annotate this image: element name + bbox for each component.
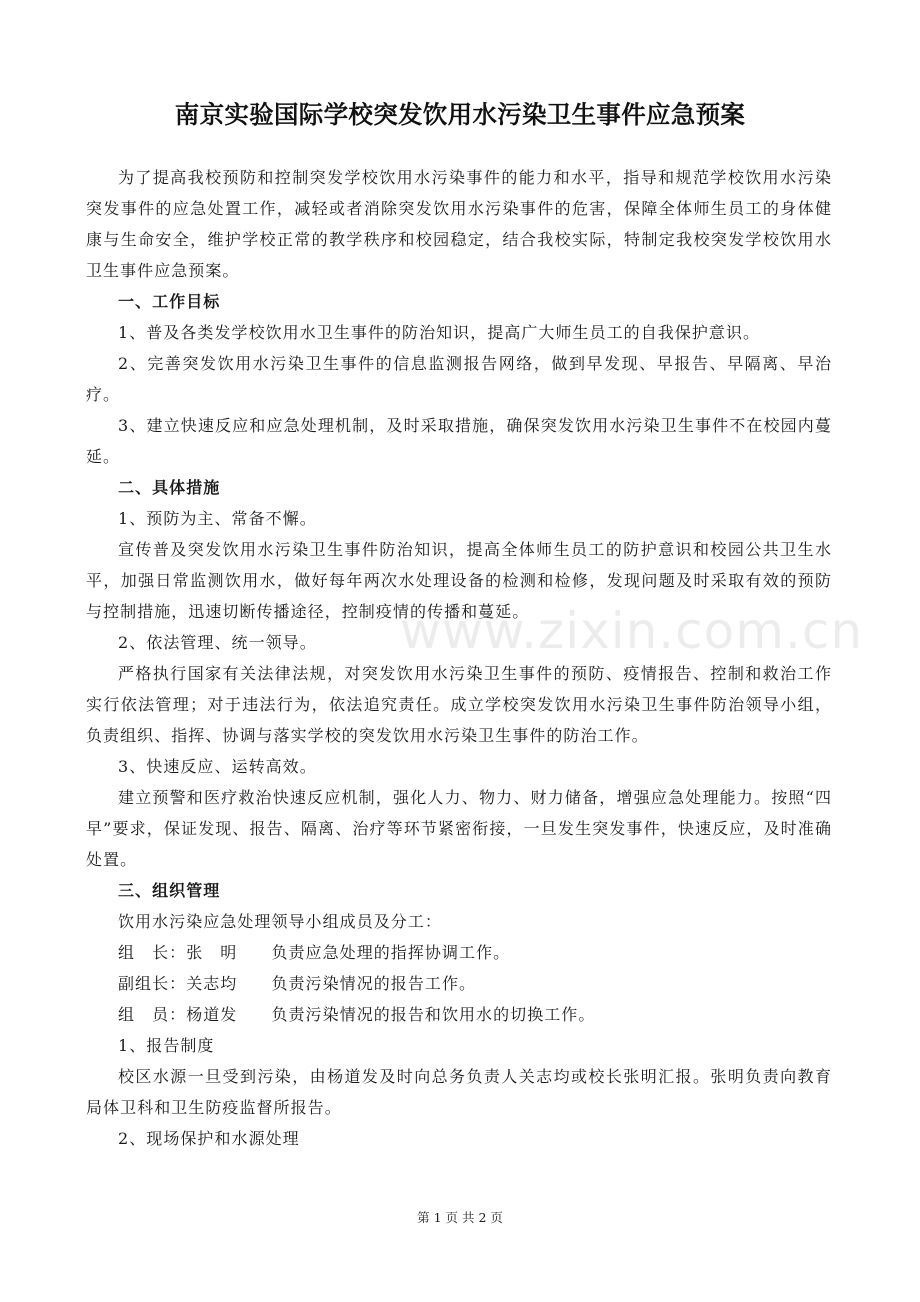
body-paragraph: 1、普及各类发学校饮用水卫生事件的防治知识，提高广大师生员工的自我保护意识。 [118,323,761,342]
body-paragraph: 建立预警和医疗救治快速反应机制，强化人力、物力、财力储备，增强应急处理能力。按照“四早”要求，保证发现、报告、隔离、治疗等环节紧密衔接，一旦发生突发事件，快速反应，及时准确处置。 [86,788,832,869]
document-body [86,162,832,1154]
body-paragraph: 3、快速反应、运转高效。 [118,757,317,776]
role-assignment: 组 员：杨道发 负责污染情况的报告和饮用水的切换工作。 [118,1005,596,1024]
role-assignment: 组 长：张 明 负责应急处理的指挥协调工作。 [118,943,511,962]
role-assignment: 副组长：关志均 负责污染情况的报告工作。 [118,974,477,993]
section-heading: 一、工作目标 [118,292,221,311]
body-paragraph: 1、报告制度 [118,1036,215,1055]
document-title: 南京实验国际学校突发饮用水污染卫生事件应急预案 [174,100,746,129]
page-footer: 第 1 页 共 2 页 [417,1210,503,1225]
body-paragraph: 校区水源一旦受到污染，由杨道发及时向总务负责人关志均或校长张明汇报。张明负责向教育局体卫科和卫生防疫监督所报告。 [86,1067,832,1117]
watermark: www.zixin.com.cn [400,602,864,660]
body-paragraph: 为了提高我校预防和控制突发学校饮用水污染事件的能力和水平，指导和规范学校饮用水污染突发事件的应急处置工作，减轻或者消除突发饮用水污染事件的危害，保障全体师生员工的身体健康与生命安全，维护学校正常的教学秩序和校园稳定，结合我校实际，特制定我校突发学校饮用水卫生事件应急预案。 [86,168,832,280]
body-paragraph: 2、依法管理、统一领导。 [118,633,317,652]
body-paragraph: 严格执行国家有关法律法规，对突发饮用水污染卫生事件的预防、疫情报告、控制和救治工作实行依法管理；对于违法行为，依法追究责任。成立学校突发饮用水污染卫生事件防治领导小组，负责组织、指挥、协调与落实学校的突发饮用水污染卫生事件的防治工作。 [86,664,832,745]
body-paragraph: 2、完善突发饮用水污染卫生事件的信息监测报告网络，做到早发现、早报告、早隔离、早治疗。 [86,354,832,404]
section-heading: 三、组织管理 [118,881,221,900]
body-paragraph: 饮用水污染应急处理领导小组成员及分工： [118,912,442,931]
body-paragraph: 1、预防为主、常备不懈。 [118,509,317,528]
body-paragraph: 3、建立快速反应和应急处理机制，及时采取措施，确保突发饮用水污染卫生事件不在校园内蔓延。 [86,416,832,466]
body-paragraph: 2、现场保护和水源处理 [118,1129,300,1148]
section-heading: 二、具体措施 [118,478,221,497]
body-paragraph: 宣传普及突发饮用水污染卫生事件防治知识，提高全体师生员工的防护意识和校园公共卫生水平，加强日常监测饮用水，做好每年两次水处理设备的检测和检修，发现问题及时采取有效的预防与控制措施，迅速切断传播途径，控制疫情的传播和蔓延。 [86,540,832,621]
